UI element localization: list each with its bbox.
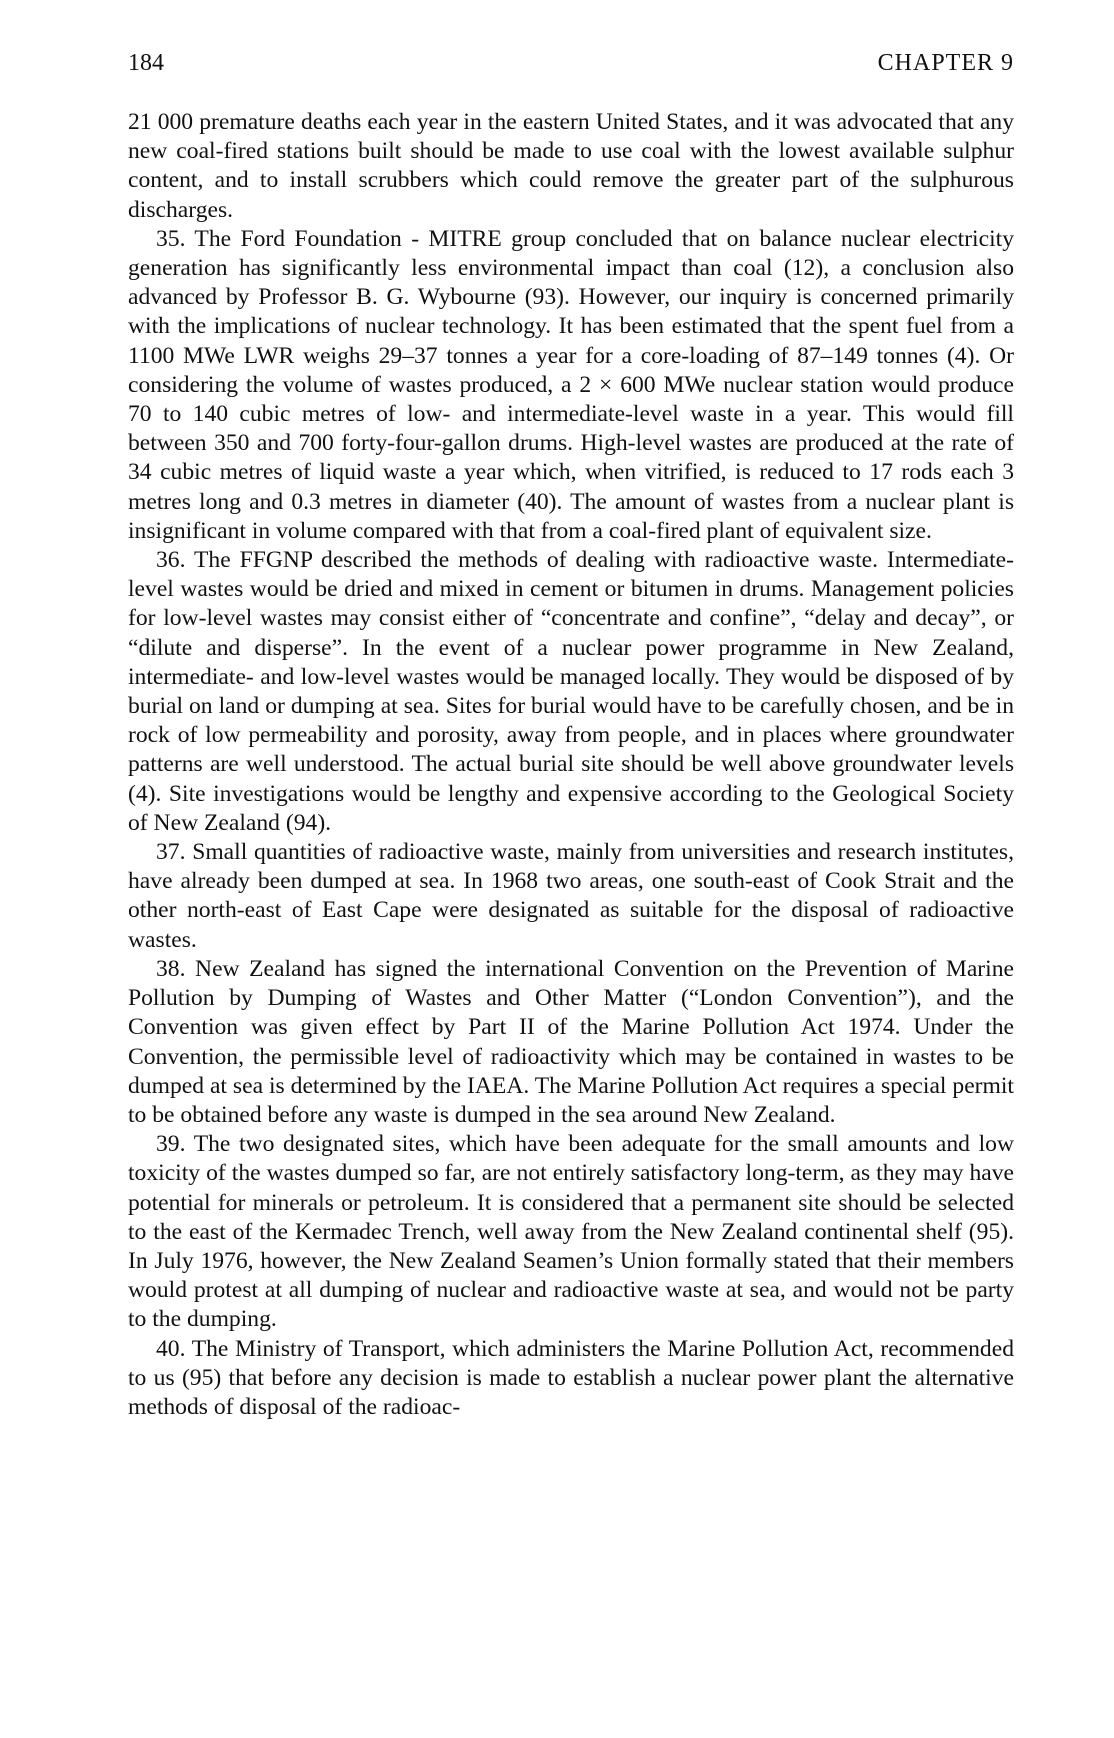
paragraph-text: The two designated sites, which have been adequate for the small amounts and low toxicity of the wastes dumped so far, are not entirely satisfactory long-term, as they may have potential for minerals or petroleum. It is considered that a permanent site should be selected to the east of the Kermadec Trench, well away from the New Zealand continental shelf (95). In July 1976, however, the New Zealand Seamen’s Union formally stated that their members would protest at all dumping of nuclear and radioactive waste at sea, and would not be party to the dumping.	[128, 1131, 1014, 1333]
running-head	[128, 46, 1014, 80]
chapter-label: CHAPTER 9	[877, 50, 1014, 76]
paragraph-number: 37.	[156, 839, 186, 866]
paragraph-number: 40.	[156, 1335, 186, 1362]
paragraph-text: 21 000 premature deaths each year in the eastern United States, and it was advocated that any new coal-fired stations built should be made to use coal with the lowest available sulphur content, and to install scrubbers which could remove the greater part of the sulphurous discharges.	[128, 109, 1014, 223]
paragraph-text: The Ford Foundation - MITRE group concluded that on balance nuclear electricity generation has significantly less environmental impact than coal (12), a conclusion also advanced by Professor B. G. Wybourne (93). However, our inquiry is concerned primarily with the implications of nuclear technology. It has been estimated that the spent fuel from a 1100 MWe LWR weighs 29–37 tonnes a year for a core-loading of 87–149 tonnes (4). Or considering the volume of wastes produced, a 2 × 600 MWe nuclear station would produce 70 to 140 cubic metres of low- and intermediate-level waste in a year. This would fill between 350 and 700 forty-four-gallon drums. High-level wastes are produced at the rate of 34 cubic metres of liquid waste a year which, when vitrified, is reduced to 17 rods each 3 metres long and 0.3 metres in diameter (40). The amount of wastes from a nuclear plant is insignificant in volume compared with that from a coal-fired plant of equivalent size.	[128, 225, 1014, 544]
paragraph-36	[128, 546, 1014, 838]
body-text	[128, 108, 1014, 1422]
paragraph-39	[128, 1130, 1014, 1334]
paragraph-38	[128, 955, 1014, 1130]
paragraph-text: The FFGNP described the methods of dealing with radioactive waste. Intermediate-level wastes would be dried and mixed in cement or bitumen in drums. Management policies for low-level wastes may consist either of “concentrate and confine”, “delay and decay”, or “dilute and disperse”. In the event of a nuclear power programme in New Zealand, intermediate- and low-level wastes would be managed locally. They would be disposed of by burial on land or dumping at sea. Sites for burial would have to be carefully chosen, and be in rock of low permeability and porosity, away from people, and in places where groundwater patterns are well understood. The actual burial site should be well above groundwater levels (4). Site investigations would be lengthy and expensive according to the Geological Society of New Zealand (94).	[128, 547, 1014, 836]
paragraph-number: 36.	[156, 547, 186, 574]
paragraph-continued	[128, 108, 1014, 225]
paragraph-text: Small quantities of radioactive waste, mainly from universities and research institutes, have already been dumped at sea. In 1968 two areas, one south-east of Cook Strait and the other north-east of East Cape were designated as suitable for the disposal of radioactive wastes.	[128, 839, 1014, 953]
paragraph-37	[128, 838, 1014, 955]
paragraph-number: 38.	[156, 955, 186, 982]
paragraph-text: The Ministry of Transport, which administers the Marine Pollution Act, recommended to us (95) that before any decision is made to establish a nuclear power plant the alternative methods of disposal of the radioac-	[128, 1335, 1014, 1420]
paragraph-35	[128, 225, 1014, 546]
paragraph-number: 39.	[156, 1131, 186, 1158]
paragraph-40	[128, 1335, 1014, 1423]
paragraph-text: New Zealand has signed the international Convention on the Prevention of Marine Pollution by Dumping of Wastes and Other Matter (“London Convention”), and the Convention was given effect by Part II of the Marine Pollution Act 1974. Under the Convention, the permissible level of radioactivity which may be contained in wastes to be dumped at sea is determined by the IAEA. The Marine Pollution Act requires a special permit to be obtained before any waste is dumped in the sea around New Zealand.	[128, 955, 1014, 1128]
paragraph-number: 35.	[156, 225, 186, 252]
page-number: 184	[128, 50, 164, 76]
